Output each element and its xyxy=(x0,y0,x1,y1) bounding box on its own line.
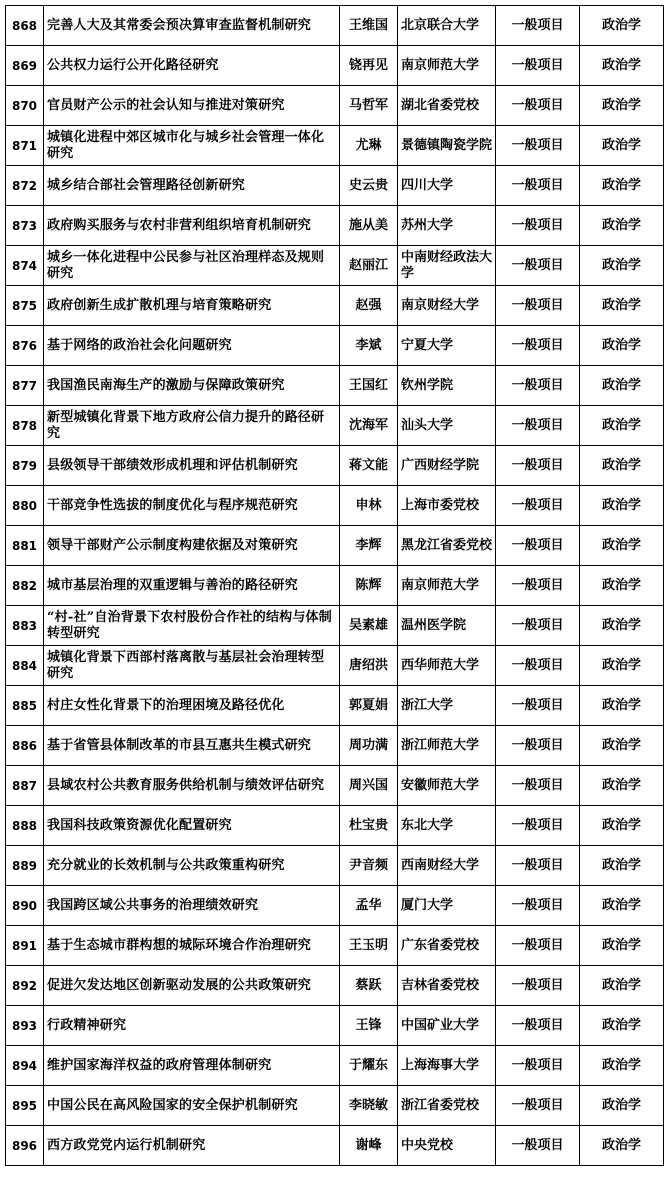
project-number-cell: 886 xyxy=(6,726,44,766)
institution-cell: 湖北省委党校 xyxy=(398,86,496,126)
project-list-sheet xyxy=(5,5,663,1166)
project-type-cell: 一般项目 xyxy=(496,886,580,926)
institution-cell: 吉林省委党校 xyxy=(398,966,496,1006)
table-row xyxy=(6,1086,664,1126)
project-title-cell: 村庄女性化背景下的治理困境及路径优化 xyxy=(44,686,340,726)
project-title-cell: 领导干部财产公示制度构建依据及对策研究 xyxy=(44,526,340,566)
project-leader-cell: 杜宝贵 xyxy=(340,806,398,846)
project-number-cell: 875 xyxy=(6,286,44,326)
discipline-cell: 政治学 xyxy=(580,1006,664,1046)
project-leader-cell: 沈海军 xyxy=(340,406,398,446)
project-type-cell: 一般项目 xyxy=(496,1126,580,1166)
project-table-body xyxy=(6,6,664,1166)
project-type-cell: 一般项目 xyxy=(496,366,580,406)
project-leader-cell: 于耀东 xyxy=(340,1046,398,1086)
project-title-cell: 完善人大及其常委会预决算审查监督机制研究 xyxy=(44,6,340,46)
discipline-cell: 政治学 xyxy=(580,966,664,1006)
institution-cell: 广东省委党校 xyxy=(398,926,496,966)
table-row xyxy=(6,1126,664,1166)
institution-cell: 上海市委党校 xyxy=(398,486,496,526)
table-row xyxy=(6,206,664,246)
discipline-cell: 政治学 xyxy=(580,1126,664,1166)
table-row xyxy=(6,446,664,486)
table-row xyxy=(6,846,664,886)
table-row xyxy=(6,46,664,86)
institution-cell: 西南财经大学 xyxy=(398,846,496,886)
project-type-cell: 一般项目 xyxy=(496,846,580,886)
table-row xyxy=(6,726,664,766)
table-row xyxy=(6,966,664,1006)
project-type-cell: 一般项目 xyxy=(496,126,580,166)
project-title-cell: 我国科技政策资源优化配置研究 xyxy=(44,806,340,846)
institution-cell: 宁夏大学 xyxy=(398,326,496,366)
project-number-cell: 868 xyxy=(6,6,44,46)
project-number-cell: 894 xyxy=(6,1046,44,1086)
project-type-cell: 一般项目 xyxy=(496,766,580,806)
table-row xyxy=(6,486,664,526)
project-title-cell: 城镇化背景下西部村落离散与基层社会治理转型研究 xyxy=(44,646,340,686)
project-type-cell: 一般项目 xyxy=(496,166,580,206)
project-number-cell: 878 xyxy=(6,406,44,446)
project-type-cell: 一般项目 xyxy=(496,446,580,486)
project-title-cell: 官员财产公示的社会认知与推进对策研究 xyxy=(44,86,340,126)
table-row xyxy=(6,6,664,46)
discipline-cell: 政治学 xyxy=(580,326,664,366)
table-row xyxy=(6,806,664,846)
project-type-cell: 一般项目 xyxy=(496,46,580,86)
project-number-cell: 892 xyxy=(6,966,44,1006)
discipline-cell: 政治学 xyxy=(580,806,664,846)
project-type-cell: 一般项目 xyxy=(496,246,580,286)
project-leader-cell: 孟华 xyxy=(340,886,398,926)
discipline-cell: 政治学 xyxy=(580,926,664,966)
institution-cell: 温州医学院 xyxy=(398,606,496,646)
project-leader-cell: 史云贵 xyxy=(340,166,398,206)
discipline-cell: 政治学 xyxy=(580,526,664,566)
project-leader-cell: 李晓敏 xyxy=(340,1086,398,1126)
project-number-cell: 873 xyxy=(6,206,44,246)
discipline-cell: 政治学 xyxy=(580,846,664,886)
project-leader-cell: 王维国 xyxy=(340,6,398,46)
project-type-cell: 一般项目 xyxy=(496,206,580,246)
discipline-cell: 政治学 xyxy=(580,46,664,86)
institution-cell: 东北大学 xyxy=(398,806,496,846)
institution-cell: 汕头大学 xyxy=(398,406,496,446)
project-title-cell: 干部竞争性选拔的制度优化与程序规范研究 xyxy=(44,486,340,526)
table-row xyxy=(6,686,664,726)
project-title-cell: 城镇化进程中郊区城市化与城乡社会管理一体化研究 xyxy=(44,126,340,166)
project-leader-cell: 蒋文能 xyxy=(340,446,398,486)
table-row xyxy=(6,526,664,566)
project-type-cell: 一般项目 xyxy=(496,806,580,846)
project-leader-cell: 王玉明 xyxy=(340,926,398,966)
discipline-cell: 政治学 xyxy=(580,246,664,286)
table-row xyxy=(6,766,664,806)
project-number-cell: 884 xyxy=(6,646,44,686)
project-type-cell: 一般项目 xyxy=(496,606,580,646)
project-title-cell: “村-社”自治背景下农村股份合作社的结构与体制转型研究 xyxy=(44,606,340,646)
project-title-cell: 基于生态城市群构想的城际环境合作治理研究 xyxy=(44,926,340,966)
project-type-cell: 一般项目 xyxy=(496,926,580,966)
project-leader-cell: 尹音频 xyxy=(340,846,398,886)
table-row xyxy=(6,166,664,206)
institution-cell: 景德镇陶瓷学院 xyxy=(398,126,496,166)
project-type-cell: 一般项目 xyxy=(496,566,580,606)
institution-cell: 上海海事大学 xyxy=(398,1046,496,1086)
project-type-cell: 一般项目 xyxy=(496,406,580,446)
project-leader-cell: 郭夏娟 xyxy=(340,686,398,726)
project-leader-cell: 吴素雄 xyxy=(340,606,398,646)
project-number-cell: 896 xyxy=(6,1126,44,1166)
project-leader-cell: 李斌 xyxy=(340,326,398,366)
project-number-cell: 869 xyxy=(6,46,44,86)
institution-cell: 南京财经大学 xyxy=(398,286,496,326)
project-leader-cell: 施从美 xyxy=(340,206,398,246)
project-leader-cell: 申林 xyxy=(340,486,398,526)
project-number-cell: 870 xyxy=(6,86,44,126)
project-number-cell: 877 xyxy=(6,366,44,406)
table-row xyxy=(6,286,664,326)
project-title-cell: 政府创新生成扩散机理与培育策略研究 xyxy=(44,286,340,326)
institution-cell: 浙江省委党校 xyxy=(398,1086,496,1126)
project-table xyxy=(5,5,664,1166)
project-number-cell: 879 xyxy=(6,446,44,486)
project-leader-cell: 蔡跃 xyxy=(340,966,398,1006)
institution-cell: 安徽师范大学 xyxy=(398,766,496,806)
project-number-cell: 885 xyxy=(6,686,44,726)
project-number-cell: 891 xyxy=(6,926,44,966)
institution-cell: 广西财经学院 xyxy=(398,446,496,486)
project-leader-cell: 赵强 xyxy=(340,286,398,326)
project-leader-cell: 周功满 xyxy=(340,726,398,766)
table-row xyxy=(6,246,664,286)
table-row xyxy=(6,406,664,446)
project-leader-cell: 铙再见 xyxy=(340,46,398,86)
institution-cell: 中国矿业大学 xyxy=(398,1006,496,1046)
table-row xyxy=(6,126,664,166)
project-leader-cell: 谢峰 xyxy=(340,1126,398,1166)
discipline-cell: 政治学 xyxy=(580,166,664,206)
project-type-cell: 一般项目 xyxy=(496,526,580,566)
discipline-cell: 政治学 xyxy=(580,206,664,246)
institution-cell: 南京师范大学 xyxy=(398,566,496,606)
project-leader-cell: 尤琳 xyxy=(340,126,398,166)
table-row xyxy=(6,326,664,366)
project-title-cell: 中国公民在高风险国家的安全保护机制研究 xyxy=(44,1086,340,1126)
project-number-cell: 887 xyxy=(6,766,44,806)
project-leader-cell: 赵丽江 xyxy=(340,246,398,286)
discipline-cell: 政治学 xyxy=(580,286,664,326)
project-leader-cell: 陈辉 xyxy=(340,566,398,606)
table-row xyxy=(6,926,664,966)
project-type-cell: 一般项目 xyxy=(496,1086,580,1126)
table-row xyxy=(6,646,664,686)
project-number-cell: 890 xyxy=(6,886,44,926)
project-number-cell: 871 xyxy=(6,126,44,166)
discipline-cell: 政治学 xyxy=(580,366,664,406)
project-leader-cell: 王锋 xyxy=(340,1006,398,1046)
project-type-cell: 一般项目 xyxy=(496,286,580,326)
discipline-cell: 政治学 xyxy=(580,1086,664,1126)
project-number-cell: 881 xyxy=(6,526,44,566)
institution-cell: 浙江师范大学 xyxy=(398,726,496,766)
table-row xyxy=(6,1046,664,1086)
project-title-cell: 我国跨区域公共事务的治理绩效研究 xyxy=(44,886,340,926)
project-title-cell: 城市基层治理的双重逻辑与善治的路径研究 xyxy=(44,566,340,606)
discipline-cell: 政治学 xyxy=(580,486,664,526)
project-type-cell: 一般项目 xyxy=(496,6,580,46)
project-title-cell: 城乡结合部社会管理路径创新研究 xyxy=(44,166,340,206)
institution-cell: 苏州大学 xyxy=(398,206,496,246)
project-title-cell: 新型城镇化背景下地方政府公信力提升的路径研究 xyxy=(44,406,340,446)
project-type-cell: 一般项目 xyxy=(496,1046,580,1086)
project-number-cell: 883 xyxy=(6,606,44,646)
project-number-cell: 893 xyxy=(6,1006,44,1046)
project-title-cell: 基于网络的政治社会化问题研究 xyxy=(44,326,340,366)
project-type-cell: 一般项目 xyxy=(496,966,580,1006)
project-leader-cell: 王国红 xyxy=(340,366,398,406)
project-leader-cell: 李辉 xyxy=(340,526,398,566)
institution-cell: 四川大学 xyxy=(398,166,496,206)
project-title-cell: 县域农村公共教育服务供给机制与绩效评估研究 xyxy=(44,766,340,806)
discipline-cell: 政治学 xyxy=(580,1046,664,1086)
project-title-cell: 公共权力运行公开化路径研究 xyxy=(44,46,340,86)
project-title-cell: 城乡一体化进程中公民参与社区治理样态及规则研究 xyxy=(44,246,340,286)
discipline-cell: 政治学 xyxy=(580,726,664,766)
project-leader-cell: 周兴国 xyxy=(340,766,398,806)
institution-cell: 厦门大学 xyxy=(398,886,496,926)
discipline-cell: 政治学 xyxy=(580,6,664,46)
project-type-cell: 一般项目 xyxy=(496,486,580,526)
institution-cell: 中南财经政法大学 xyxy=(398,246,496,286)
project-type-cell: 一般项目 xyxy=(496,646,580,686)
project-number-cell: 889 xyxy=(6,846,44,886)
project-number-cell: 882 xyxy=(6,566,44,606)
institution-cell: 黑龙江省委党校 xyxy=(398,526,496,566)
table-row xyxy=(6,366,664,406)
table-row xyxy=(6,606,664,646)
table-row xyxy=(6,1006,664,1046)
discipline-cell: 政治学 xyxy=(580,86,664,126)
project-title-cell: 县级领导干部绩效形成机理和评估机制研究 xyxy=(44,446,340,486)
project-title-cell: 政府购买服务与农村非营利组织培育机制研究 xyxy=(44,206,340,246)
project-title-cell: 维护国家海洋权益的政府管理体制研究 xyxy=(44,1046,340,1086)
discipline-cell: 政治学 xyxy=(580,566,664,606)
discipline-cell: 政治学 xyxy=(580,606,664,646)
institution-cell: 钦州学院 xyxy=(398,366,496,406)
discipline-cell: 政治学 xyxy=(580,126,664,166)
table-row xyxy=(6,886,664,926)
discipline-cell: 政治学 xyxy=(580,886,664,926)
table-row xyxy=(6,566,664,606)
project-number-cell: 876 xyxy=(6,326,44,366)
project-leader-cell: 唐绍洪 xyxy=(340,646,398,686)
discipline-cell: 政治学 xyxy=(580,686,664,726)
project-type-cell: 一般项目 xyxy=(496,686,580,726)
discipline-cell: 政治学 xyxy=(580,766,664,806)
project-type-cell: 一般项目 xyxy=(496,726,580,766)
discipline-cell: 政治学 xyxy=(580,646,664,686)
project-type-cell: 一般项目 xyxy=(496,1006,580,1046)
table-row xyxy=(6,86,664,126)
project-title-cell: 我国渔民南海生产的激励与保障政策研究 xyxy=(44,366,340,406)
institution-cell: 浙江大学 xyxy=(398,686,496,726)
institution-cell: 南京师范大学 xyxy=(398,46,496,86)
project-title-cell: 行政精神研究 xyxy=(44,1006,340,1046)
project-type-cell: 一般项目 xyxy=(496,326,580,366)
discipline-cell: 政治学 xyxy=(580,446,664,486)
project-leader-cell: 马哲军 xyxy=(340,86,398,126)
discipline-cell: 政治学 xyxy=(580,406,664,446)
project-title-cell: 充分就业的长效机制与公共政策重构研究 xyxy=(44,846,340,886)
institution-cell: 中央党校 xyxy=(398,1126,496,1166)
project-title-cell: 基于省管县体制改革的市县互惠共生模式研究 xyxy=(44,726,340,766)
project-type-cell: 一般项目 xyxy=(496,86,580,126)
project-number-cell: 895 xyxy=(6,1086,44,1126)
institution-cell: 西华师范大学 xyxy=(398,646,496,686)
project-number-cell: 880 xyxy=(6,486,44,526)
institution-cell: 北京联合大学 xyxy=(398,6,496,46)
project-title-cell: 西方政党党内运行机制研究 xyxy=(44,1126,340,1166)
project-number-cell: 872 xyxy=(6,166,44,206)
project-number-cell: 874 xyxy=(6,246,44,286)
project-title-cell: 促进欠发达地区创新驱动发展的公共政策研究 xyxy=(44,966,340,1006)
project-number-cell: 888 xyxy=(6,806,44,846)
